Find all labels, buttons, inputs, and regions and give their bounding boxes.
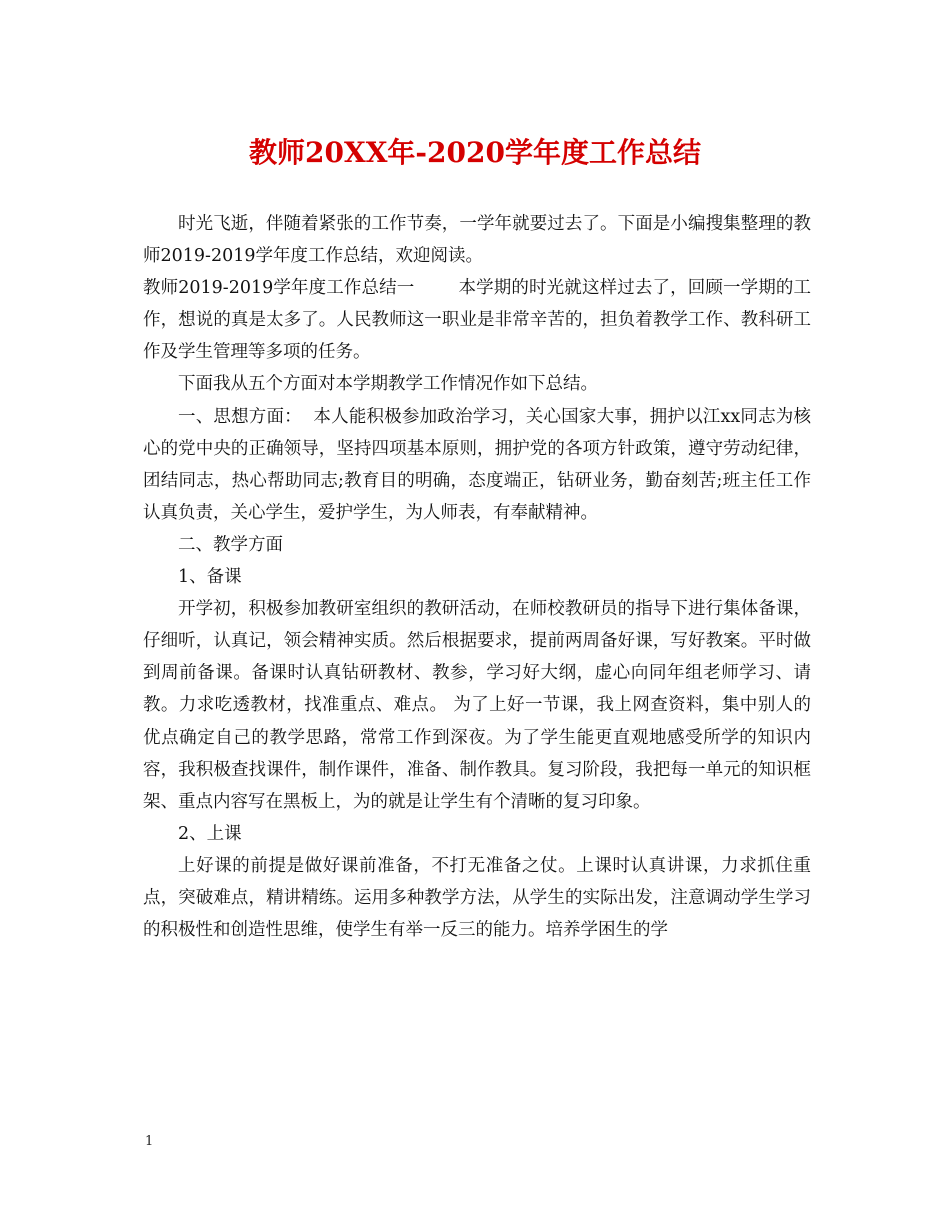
class-paragraph: 上好课的前提是做好课前准备，不打无准备之仗。上课时认真讲课，力求抓住重点，突破难点，精讲精练。运用多种教学方法，从学生的实际出发，注意调动学生学习的积极性和创造性思维，使学生有举一反三的能力。培养学困生的学 xyxy=(143,855,811,941)
section-one-paragraph xyxy=(143,272,811,368)
intro-paragraph: 时光飞逝，伴随着紧张的工作节奏，一学年就要过去了。下面是小编搜集整理的教师2019-2019学年度工作总结，欢迎阅读。 xyxy=(143,214,811,267)
page-number: 1 xyxy=(145,1134,154,1149)
thought-text: 本人能积极参加政治学习，关心国家大事，拥护以江xx同志为核心的党中央的正确领导，坚持四项基本原则，拥护党的各项方针政策，遵守劳动纪律，团结同志，热心帮助同志;教育目的明确，态度端正，钻研业务，勤奋刻苦;班主任工作认真负责，关心学生，爱护学生，为人师表，有奉献精神。 xyxy=(143,406,811,523)
document-body xyxy=(143,208,811,946)
thought-heading: 一、思想方面： xyxy=(178,406,302,427)
prep-heading: 1、备课 xyxy=(178,567,242,588)
overview-paragraph: 下面我从五个方面对本学期教学工作情况作如下总结。 xyxy=(178,374,598,395)
class-heading: 2、上课 xyxy=(178,823,242,844)
document-title: 教师20XX年-2020学年度工作总结 xyxy=(249,136,701,169)
prep-paragraph: 开学初，积极参加教研室组织的教研活动，在师校教研员的指导下进行集体备课，仔细听，认真记，领会精神实质。然后根据要求，提前两周备好课，写好教案。平时做到周前备课。备课时认真钻研教材、教参，学习好大纲，虚心向同年组老师学习、请教。力求吃透教材，找准重点、难点。 为了上好一节课，我上网查资料，集中别人的优点确定自己的教学思路，常常工作到深夜。为了学生能更直观地感受所学的知识内容，我积极查找课件，制作课件，准备、制作教具。复习阶段，我把每一单元的知识框架、重点内容写在黑板上，为的就是让学生有个清晰的复习印象。 xyxy=(143,599,811,812)
section-one-text: 本学期的时光就这样过去了，回顾一学期的工作，想说的真是太多了。人民教师这一职业是非常辛苦的，担负着教学工作、教科研工作及学生管理等多项的任务。 xyxy=(143,278,811,363)
section-one-heading: 教师2019-2019学年度工作总结一 xyxy=(143,278,415,299)
thought-paragraph xyxy=(143,401,811,529)
teaching-heading: 二、教学方面 xyxy=(178,534,283,555)
